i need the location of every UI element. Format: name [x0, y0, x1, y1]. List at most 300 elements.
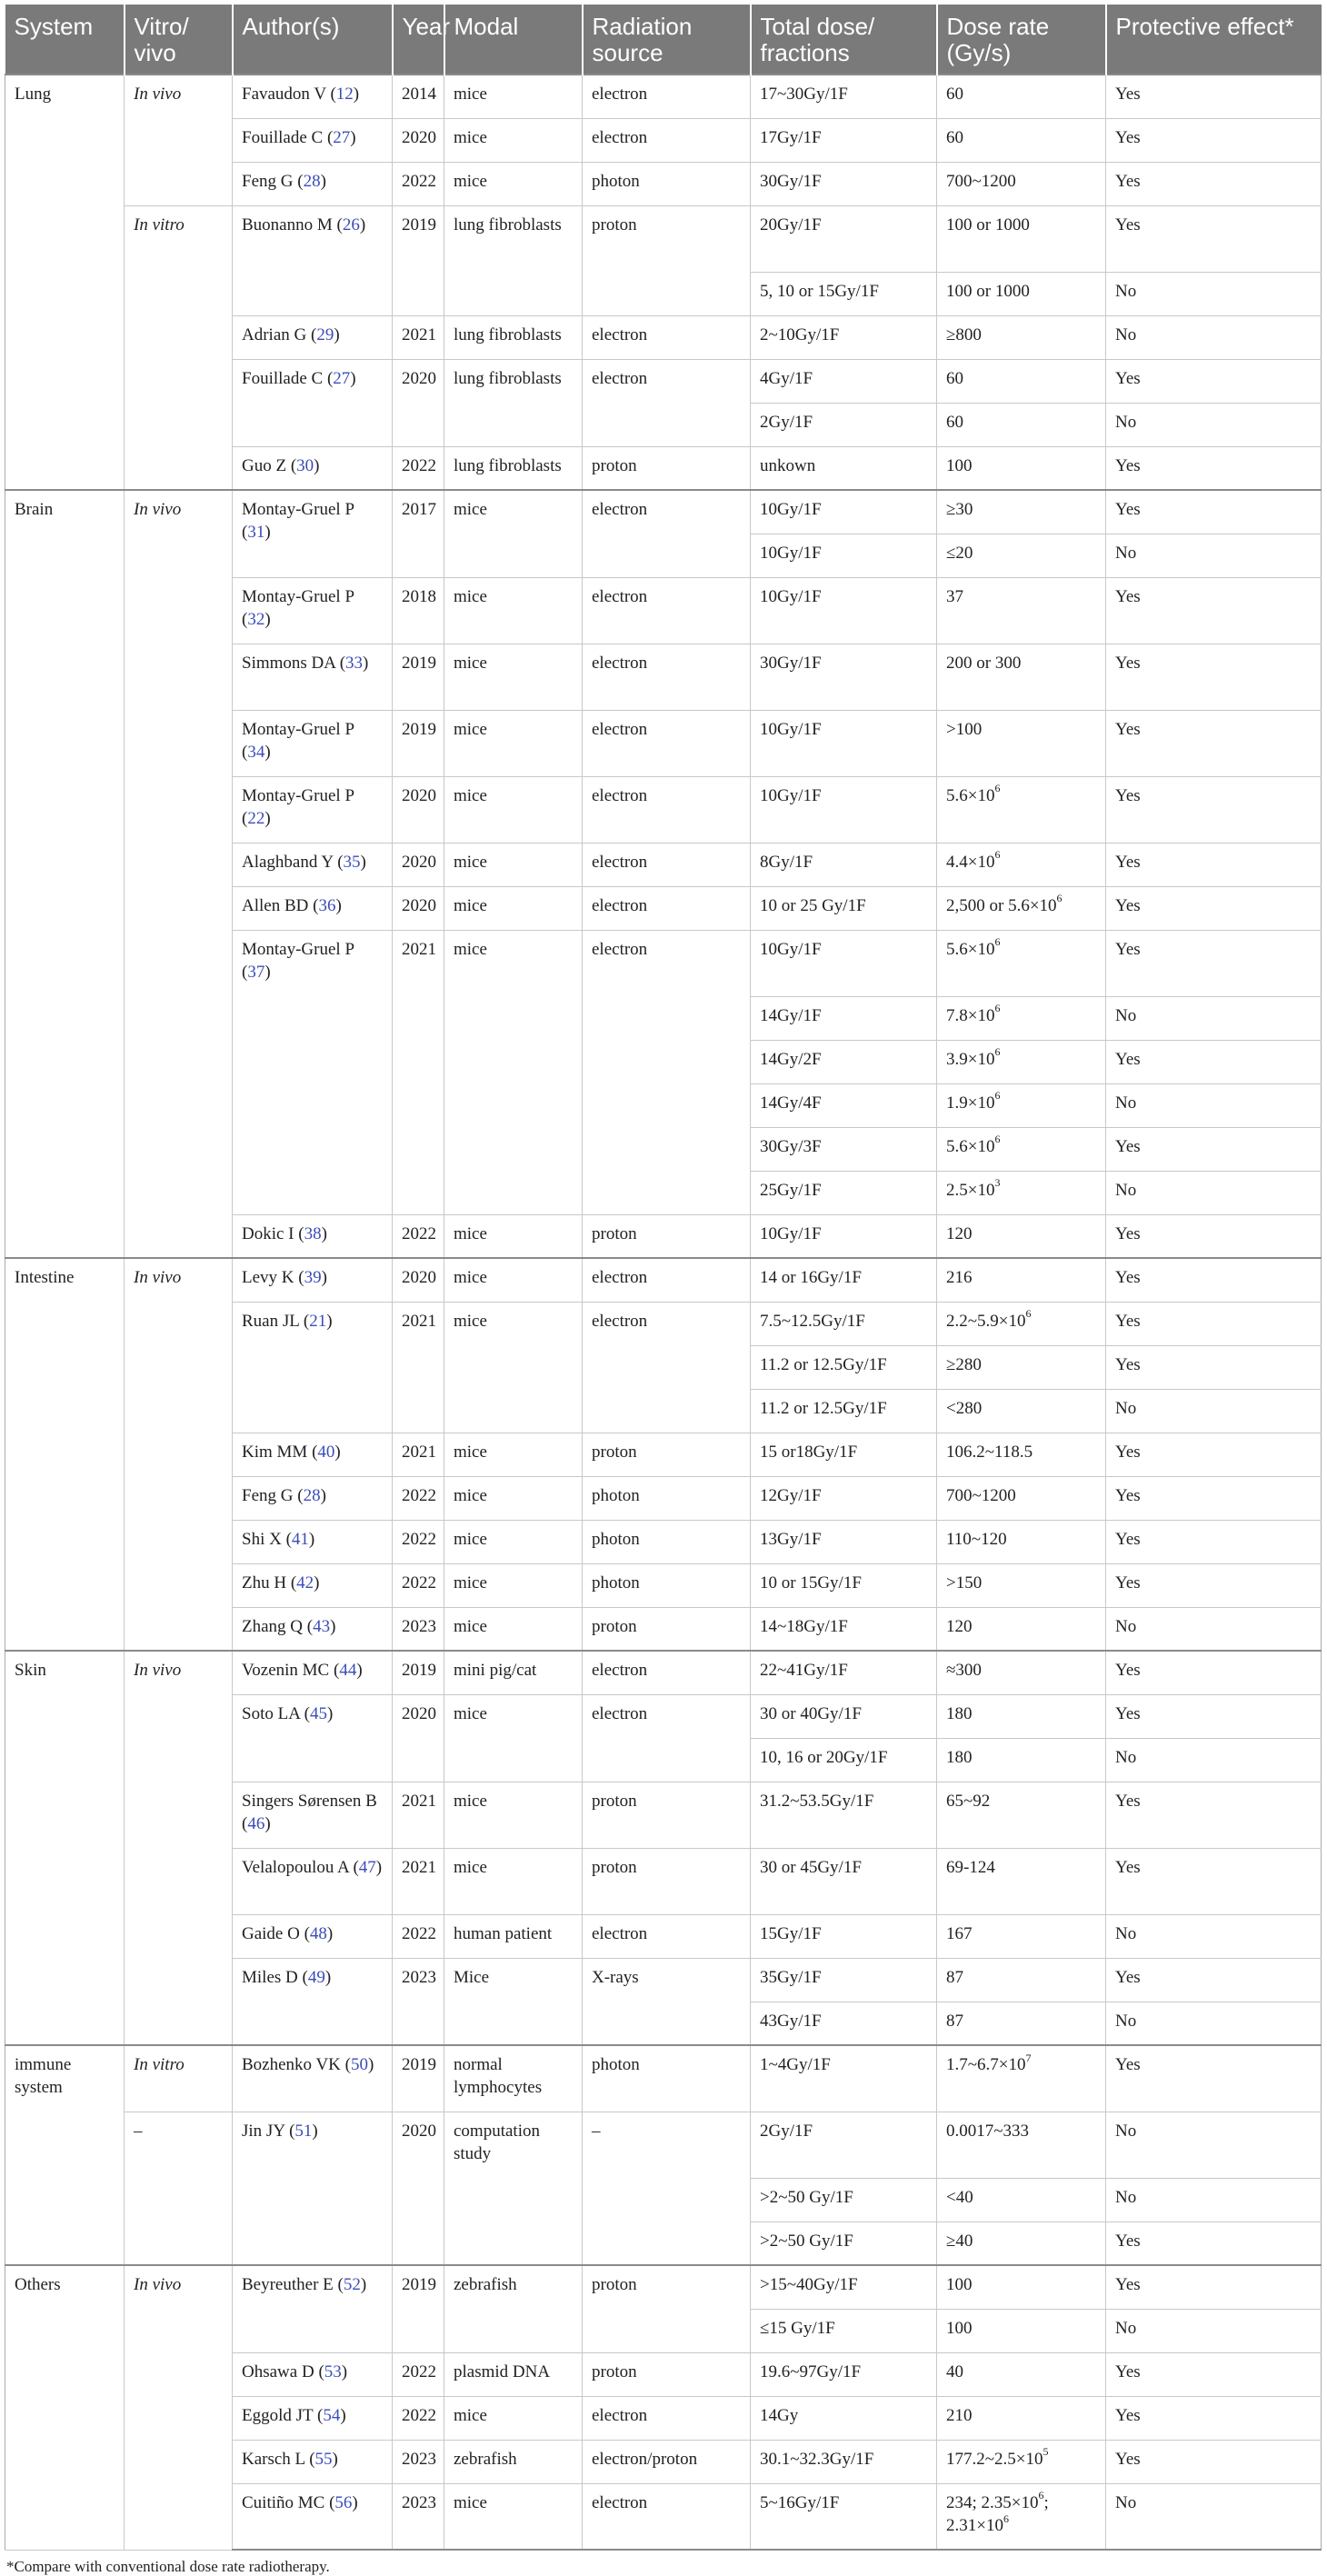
dose-rate-cell — [937, 2352, 1106, 2396]
dose-rate-cell — [937, 2045, 1106, 2112]
radiation-source-cell: electron — [583, 1651, 751, 1694]
dose-rate-exponent: 5 — [1043, 2445, 1049, 2459]
year-cell: 2022 — [393, 446, 444, 490]
dose-rate-cell — [937, 1476, 1106, 1520]
dose-rate-exponent: 7 — [1025, 2051, 1032, 2064]
reference-link[interactable]: 30 — [296, 455, 314, 475]
protective-effect-cell: No — [1106, 1389, 1322, 1433]
radiation-source-cell: electron — [583, 490, 751, 577]
protective-effect-cell: Yes — [1106, 1258, 1322, 1302]
total-dose-cell: 25Gy/1F — [751, 1171, 937, 1214]
vitro-vivo-cell: In vivo — [125, 2265, 233, 2550]
protective-effect-cell: Yes — [1106, 776, 1322, 843]
dose-rate-value: 87 — [946, 2011, 963, 2031]
radiation-source-cell: proton — [583, 1433, 751, 1476]
author-cell: Ruan JL (21) — [233, 1302, 393, 1433]
reference-link[interactable]: 51 — [294, 2121, 313, 2141]
dose-rate-value: ≈300 — [946, 1661, 982, 1681]
radiation-source-cell: electron — [583, 577, 751, 644]
dose-rate-value: 87 — [946, 1967, 963, 1987]
dose-rate-cell — [937, 75, 1106, 118]
modal-cell: mice — [444, 1563, 583, 1607]
modal-cell: mice — [444, 577, 583, 644]
dose-rate-value: 700~1200 — [946, 171, 1016, 191]
dose-rate-value: ≥30 — [946, 500, 973, 520]
dose-rate-cell — [937, 1433, 1106, 1476]
protective-effect-cell: Yes — [1106, 710, 1322, 776]
total-dose-cell: 5, 10 or 15Gy/1F — [751, 272, 937, 315]
reference-link[interactable]: 56 — [334, 2492, 353, 2512]
dose-rate-cell — [937, 359, 1106, 403]
author-cell: Zhang Q (43) — [233, 1607, 393, 1651]
reference-link[interactable]: 54 — [323, 2405, 341, 2425]
reference-link[interactable]: 39 — [304, 1268, 322, 1288]
dose-rate-value: 2.2~5.9×10 — [946, 1311, 1026, 1331]
year-cell: 2023 — [393, 2483, 444, 2550]
author-cell: Dokic I (38) — [233, 1214, 393, 1258]
radiation-source-cell: electron — [583, 75, 751, 118]
radiation-source-cell: electron — [583, 644, 751, 710]
reference-link[interactable]: 45 — [309, 1703, 327, 1723]
modal-cell: zebrafish — [444, 2440, 583, 2483]
dose-rate-cell — [937, 490, 1106, 534]
reference-link[interactable]: 27 — [333, 368, 351, 388]
table-row — [5, 2265, 1322, 2309]
total-dose-cell: 30Gy/1F — [751, 644, 937, 710]
radiation-source-cell: electron — [583, 118, 751, 162]
author-name: Allen BD — [242, 895, 309, 915]
dose-rate-exponent: 6 — [994, 782, 1001, 795]
reference-link[interactable]: 12 — [335, 85, 354, 105]
dose-rate-cell — [937, 776, 1106, 843]
modal-cell: mice — [444, 843, 583, 886]
dose-rate-cell — [937, 1258, 1106, 1302]
protective-effect-cell: Yes — [1106, 2045, 1322, 2112]
author-name: Beyreuther E — [242, 2275, 334, 2295]
total-dose-cell: 5~16Gy/1F — [751, 2483, 937, 2550]
protective-effect-cell: Yes — [1106, 1040, 1322, 1083]
reference-link[interactable]: 38 — [304, 1223, 322, 1243]
dose-rate-value: 60 — [946, 412, 963, 432]
author-cell: Bozhenko VK (50) — [233, 2045, 393, 2112]
reference-link[interactable]: 32 — [247, 609, 265, 629]
year-cell: 2019 — [393, 644, 444, 710]
protective-effect-cell: No — [1106, 2483, 1322, 2550]
reference-link[interactable]: 33 — [345, 653, 364, 673]
table-row — [5, 490, 1322, 534]
protective-effect-cell: Yes — [1106, 2265, 1322, 2309]
reference-link[interactable]: 28 — [303, 171, 321, 191]
radiation-source-cell: proton — [583, 1782, 751, 1848]
year-cell: 2019 — [393, 2265, 444, 2352]
total-dose-cell: >2~50 Gy/1F — [751, 2178, 937, 2222]
protective-effect-cell: No — [1106, 1171, 1322, 1214]
modal-cell: mice — [444, 2396, 583, 2440]
dose-rate-cell — [937, 446, 1106, 490]
dose-rate-exponent: 6 — [994, 1133, 1001, 1146]
author-cell: Montay-Gruel P (32) — [233, 577, 393, 644]
modal-cell: mice — [444, 776, 583, 843]
author-cell: Singers Sørensen B (46) — [233, 1782, 393, 1848]
dose-rate-cell — [937, 1345, 1106, 1389]
author-name: Montay-Gruel P — [242, 586, 354, 606]
reference-link[interactable]: 37 — [247, 962, 265, 982]
reference-link[interactable]: 44 — [339, 1661, 357, 1681]
dose-rate-exponent: 6 — [994, 1089, 1001, 1103]
modal-cell: human patient — [444, 1914, 583, 1958]
reference-link[interactable]: 31 — [247, 523, 265, 543]
protective-effect-cell: Yes — [1106, 1476, 1322, 1520]
author-cell: Miles D (49) — [233, 1958, 393, 2045]
reference-link[interactable]: 43 — [313, 1616, 331, 1636]
author-cell: Zhu H (42) — [233, 1563, 393, 1607]
reference-link[interactable]: 52 — [343, 2275, 361, 2295]
dose-rate-cell — [937, 843, 1106, 886]
author-name: Soto LA — [242, 1703, 300, 1723]
col-header-system: System — [5, 5, 125, 75]
radiation-source-cell: electron — [583, 2396, 751, 2440]
total-dose-cell: ≤15 Gy/1F — [751, 2309, 937, 2352]
reference-link[interactable]: 47 — [358, 1857, 376, 1877]
dose-rate-value: 177.2~2.5×10 — [946, 2449, 1043, 2469]
author-cell: Vozenin MC (44) — [233, 1651, 393, 1694]
author-cell: Kim MM (40) — [233, 1433, 393, 1476]
author-name: Fouillade C — [242, 368, 324, 388]
total-dose-cell: 30.1~32.3Gy/1F — [751, 2440, 937, 2483]
col-header-dose-rate: Dose rate (Gy/s) — [937, 5, 1106, 75]
reference-link[interactable]: 21 — [309, 1311, 327, 1331]
total-dose-cell: 10 or 15Gy/1F — [751, 1563, 937, 1607]
modal-cell: mice — [444, 1694, 583, 1782]
author-cell: Ohsawa D (53) — [233, 2352, 393, 2396]
author-name: Gaide O — [242, 1923, 300, 1943]
radiation-source-cell: electron — [583, 1302, 751, 1433]
dose-rate-cell — [937, 577, 1106, 644]
year-cell: 2022 — [393, 1914, 444, 1958]
year-cell: 2022 — [393, 1476, 444, 1520]
header-row — [5, 5, 1322, 75]
dose-rate-cell — [937, 1214, 1106, 1258]
dose-rate-value: 100 — [946, 2275, 973, 2295]
total-dose-cell: 30Gy/1F — [751, 162, 937, 205]
dose-rate-value: >150 — [946, 1573, 983, 1593]
author-cell: Adrian G (29) — [233, 315, 393, 359]
author-name: Cuitiño MC — [242, 2492, 325, 2512]
vitro-vivo-cell: In vivo — [125, 75, 233, 205]
dose-rate-cell — [937, 1302, 1106, 1345]
dose-rate-value: ≥40 — [946, 2231, 973, 2251]
dose-rate-value: ≥800 — [946, 324, 982, 344]
author-name: Bozhenko VK — [242, 2055, 341, 2075]
dose-rate-exponent: 6 — [994, 1045, 1001, 1059]
dose-rate-exponent: 6 — [994, 1002, 1001, 1015]
reference-link[interactable]: 46 — [247, 1813, 265, 1833]
author-cell: Soto LA (45) — [233, 1694, 393, 1782]
total-dose-cell: 1~4Gy/1F — [751, 2045, 937, 2112]
dose-rate-cell — [937, 1127, 1106, 1171]
total-dose-cell: 20Gy/1F — [751, 205, 937, 272]
year-cell: 2023 — [393, 1607, 444, 1651]
dose-rate-value: 100 — [946, 455, 973, 475]
dose-rate-value: 37 — [946, 586, 963, 606]
protective-effect-cell: No — [1106, 534, 1322, 577]
protective-effect-cell: Yes — [1106, 1694, 1322, 1738]
modal-cell: mice — [444, 1214, 583, 1258]
dose-rate-cell — [937, 1607, 1106, 1651]
year-cell: 2020 — [393, 1694, 444, 1782]
dose-rate-cell — [937, 1389, 1106, 1433]
protective-effect-cell: Yes — [1106, 1433, 1322, 1476]
author-cell: Beyreuther E (52) — [233, 2265, 393, 2352]
protective-effect-cell: Yes — [1106, 1214, 1322, 1258]
dose-rate-value: 110~120 — [946, 1529, 1007, 1549]
year-cell: 2020 — [393, 2112, 444, 2265]
dose-rate-value: 700~1200 — [946, 1485, 1016, 1505]
author-name: Fouillade C — [242, 127, 324, 147]
protective-effect-cell: Yes — [1106, 1520, 1322, 1563]
vitro-vivo-cell: In vitro — [125, 205, 233, 490]
modal-cell: mice — [444, 1258, 583, 1302]
protective-effect-cell: Yes — [1106, 118, 1322, 162]
reference-link[interactable]: 29 — [316, 324, 334, 344]
radiation-source-cell: electron — [583, 1258, 751, 1302]
col-header-year: Year — [393, 5, 444, 75]
author-name: Velalopoulou A — [242, 1857, 349, 1877]
protective-effect-cell: Yes — [1106, 577, 1322, 644]
reference-link[interactable]: 22 — [247, 808, 265, 828]
year-cell: 2021 — [393, 1848, 444, 1914]
author-name: Montay-Gruel P — [242, 785, 354, 805]
reference-link[interactable]: 35 — [343, 852, 361, 872]
author-name: Favaudon V — [242, 85, 326, 105]
col-header-authors: Author(s) — [233, 5, 393, 75]
modal-cell: mice — [444, 1607, 583, 1651]
reference-link[interactable]: 40 — [317, 1442, 335, 1462]
modal-cell: normal lymphocytes — [444, 2045, 583, 2112]
author-name: Shi X — [242, 1529, 282, 1549]
dose-rate-cell — [937, 886, 1106, 930]
reference-link[interactable]: 42 — [296, 1573, 314, 1593]
system-cell: Intestine — [5, 1258, 125, 1651]
radiation-source-cell: proton — [583, 1848, 751, 1914]
author-cell: Montay-Gruel P (37) — [233, 930, 393, 1214]
table-container — [5, 5, 1321, 2576]
total-dose-cell: 31.2~53.5Gy/1F — [751, 1782, 937, 1848]
total-dose-cell: 2~10Gy/1F — [751, 315, 937, 359]
radiation-source-cell: photon — [583, 162, 751, 205]
dose-rate-cell — [937, 403, 1106, 446]
year-cell: 2019 — [393, 205, 444, 315]
dose-rate-value: 100 — [946, 2318, 973, 2338]
author-name: Dokic I — [242, 1223, 294, 1243]
dose-rate-value: 40 — [946, 2361, 963, 2381]
year-cell: 2021 — [393, 1782, 444, 1848]
year-cell: 2022 — [393, 2396, 444, 2440]
modal-cell: mice — [444, 644, 583, 710]
protective-effect-cell: No — [1106, 2178, 1322, 2222]
reference-link[interactable]: 49 — [307, 1967, 325, 1987]
total-dose-cell: 14 or 16Gy/1F — [751, 1258, 937, 1302]
total-dose-cell: 14Gy/2F — [751, 1040, 937, 1083]
dose-rate-value: <40 — [946, 2187, 973, 2207]
dose-rate-value: <280 — [946, 1398, 983, 1418]
year-cell: 2020 — [393, 843, 444, 886]
author-name: Karsch L — [242, 2449, 305, 2469]
system-cell: Skin — [5, 1651, 125, 2045]
author-cell: Eggold JT (54) — [233, 2396, 393, 2440]
reference-link[interactable]: 26 — [342, 215, 360, 235]
protective-effect-cell: No — [1106, 403, 1322, 446]
radiation-source-cell: electron — [583, 1914, 751, 1958]
protective-effect-cell: Yes — [1106, 1848, 1322, 1914]
total-dose-cell: 30 or 45Gy/1F — [751, 1848, 937, 1914]
dose-rate-value: 210 — [946, 2405, 973, 2425]
author-name: Miles D — [242, 1967, 298, 1987]
total-dose-cell: >2~50 Gy/1F — [751, 2222, 937, 2265]
dose-rate-exponent: 6 — [1038, 2489, 1044, 2502]
author-name: Montay-Gruel P — [242, 719, 354, 739]
dose-rate-value: 106.2~118.5 — [946, 1442, 1033, 1462]
year-cell: 2017 — [393, 490, 444, 577]
col-header-radiation-source: Radiation source — [583, 5, 751, 75]
protective-effect-cell: Yes — [1106, 843, 1322, 886]
modal-cell: mice — [444, 75, 583, 118]
reference-link[interactable]: 50 — [350, 2055, 368, 2075]
system-cell: Brain — [5, 490, 125, 1258]
protective-effect-cell: Yes — [1106, 1302, 1322, 1345]
author-cell: Feng G (28) — [233, 1476, 393, 1520]
dose-rate-value: 120 — [946, 1223, 973, 1243]
dose-rate-cell — [937, 534, 1106, 577]
total-dose-cell: 10Gy/1F — [751, 490, 937, 534]
dose-rate-cell — [937, 1848, 1106, 1914]
protective-effect-cell: Yes — [1106, 75, 1322, 118]
radiation-source-cell: electron — [583, 359, 751, 446]
dose-rate-cell — [937, 2178, 1106, 2222]
protective-effect-cell: Yes — [1106, 2396, 1322, 2440]
author-name: Ohsawa D — [242, 2361, 314, 2381]
author-name: Feng G — [242, 171, 294, 191]
protective-effect-cell: Yes — [1106, 205, 1322, 272]
reference-link[interactable]: 34 — [247, 742, 265, 762]
dose-rate-cell — [937, 1563, 1106, 1607]
author-cell: Buonanno M (26) — [233, 205, 393, 315]
radiation-source-cell: electron — [583, 710, 751, 776]
radiation-source-cell: proton — [583, 1214, 751, 1258]
radiation-source-cell: photon — [583, 1520, 751, 1563]
protective-effect-cell: Yes — [1106, 2222, 1322, 2265]
total-dose-cell: 11.2 or 12.5Gy/1F — [751, 1345, 937, 1389]
year-cell: 2023 — [393, 2440, 444, 2483]
total-dose-cell: 43Gy/1F — [751, 2002, 937, 2045]
dose-rate-value: ≥280 — [946, 1354, 982, 1374]
reference-link[interactable]: 36 — [318, 895, 336, 915]
flash-radiotherapy-table — [5, 5, 1322, 2551]
total-dose-cell: 10Gy/1F — [751, 710, 937, 776]
total-dose-cell: 2Gy/1F — [751, 2112, 937, 2178]
radiation-source-cell: photon — [583, 2045, 751, 2112]
protective-effect-cell: No — [1106, 2309, 1322, 2352]
dose-rate-value: 180 — [946, 1703, 973, 1723]
table-row — [5, 2045, 1322, 2112]
protective-effect-cell: No — [1106, 2002, 1322, 2045]
dose-rate-cell — [937, 1520, 1106, 1563]
author-cell: Velalopoulou A (47) — [233, 1848, 393, 1914]
dose-rate-value: 65~92 — [946, 1791, 991, 1811]
author-cell: Jin JY (51) — [233, 2112, 393, 2265]
year-cell: 2021 — [393, 1433, 444, 1476]
modal-cell: mice — [444, 162, 583, 205]
year-cell: 2019 — [393, 1651, 444, 1694]
author-cell: Montay-Gruel P (31) — [233, 490, 393, 577]
total-dose-cell: 7.5~12.5Gy/1F — [751, 1302, 937, 1345]
total-dose-cell: 2Gy/1F — [751, 403, 937, 446]
author-cell: Cuitiño MC (56) — [233, 2483, 393, 2550]
author-cell: Favaudon V (12) — [233, 75, 393, 118]
year-cell: 2021 — [393, 315, 444, 359]
dose-rate-value: 5.6×10 — [946, 1136, 995, 1156]
modal-cell: mice — [444, 1520, 583, 1563]
dose-rate-value: 180 — [946, 1747, 973, 1767]
protective-effect-cell: Yes — [1106, 2440, 1322, 2483]
dose-rate-exponent: 6 — [994, 848, 1001, 862]
dose-rate-cell — [937, 644, 1106, 710]
dose-rate-cell — [937, 118, 1106, 162]
dose-rate-cell — [937, 2483, 1106, 2550]
total-dose-cell: >15~40Gy/1F — [751, 2265, 937, 2309]
author-name: Levy K — [242, 1268, 294, 1288]
reference-link[interactable]: 55 — [314, 2449, 333, 2469]
total-dose-cell: 8Gy/1F — [751, 843, 937, 886]
table-body — [5, 75, 1322, 2550]
radiation-source-cell: proton — [583, 1607, 751, 1651]
year-cell: 2020 — [393, 1258, 444, 1302]
total-dose-cell: 14~18Gy/1F — [751, 1607, 937, 1651]
dose-rate-cell — [937, 2002, 1106, 2045]
reference-link[interactable]: 28 — [303, 1485, 321, 1505]
dose-rate-cell — [937, 1738, 1106, 1782]
dose-rate-cell — [937, 710, 1106, 776]
protective-effect-cell: Yes — [1106, 1345, 1322, 1389]
dose-rate-value: 60 — [946, 85, 963, 105]
reference-link[interactable]: 41 — [291, 1529, 309, 1549]
vitro-vivo-cell: In vivo — [125, 1258, 233, 1651]
modal-cell: zebrafish — [444, 2265, 583, 2352]
dose-rate-exponent: 6 — [1056, 892, 1063, 905]
dose-rate-cell — [937, 2112, 1106, 2178]
reference-link[interactable]: 27 — [333, 127, 351, 147]
col-header-total-dose: Total dose/ fractions — [751, 5, 937, 75]
author-name: Montay-Gruel P — [242, 500, 354, 520]
author-name: Guo Z — [242, 455, 287, 475]
author-cell: Alaghband Y (35) — [233, 843, 393, 886]
dose-rate-value: 7.8×10 — [946, 1005, 995, 1025]
dose-rate-value: >100 — [946, 719, 983, 739]
total-dose-cell: 10Gy/1F — [751, 1214, 937, 1258]
reference-link[interactable]: 48 — [309, 1923, 327, 1943]
reference-link[interactable]: 53 — [324, 2361, 342, 2381]
dose-rate-cell — [937, 930, 1106, 996]
year-cell: 2018 — [393, 577, 444, 644]
modal-cell: mice — [444, 886, 583, 930]
author-name: Simmons DA — [242, 653, 335, 673]
modal-cell: mice — [444, 1433, 583, 1476]
protective-effect-cell: Yes — [1106, 359, 1322, 403]
author-name: Singers Sørensen B — [242, 1791, 377, 1811]
radiation-source-cell: X-rays — [583, 1958, 751, 2045]
author-name: Kim MM — [242, 1442, 308, 1462]
system-cell: immune system — [5, 2045, 125, 2265]
